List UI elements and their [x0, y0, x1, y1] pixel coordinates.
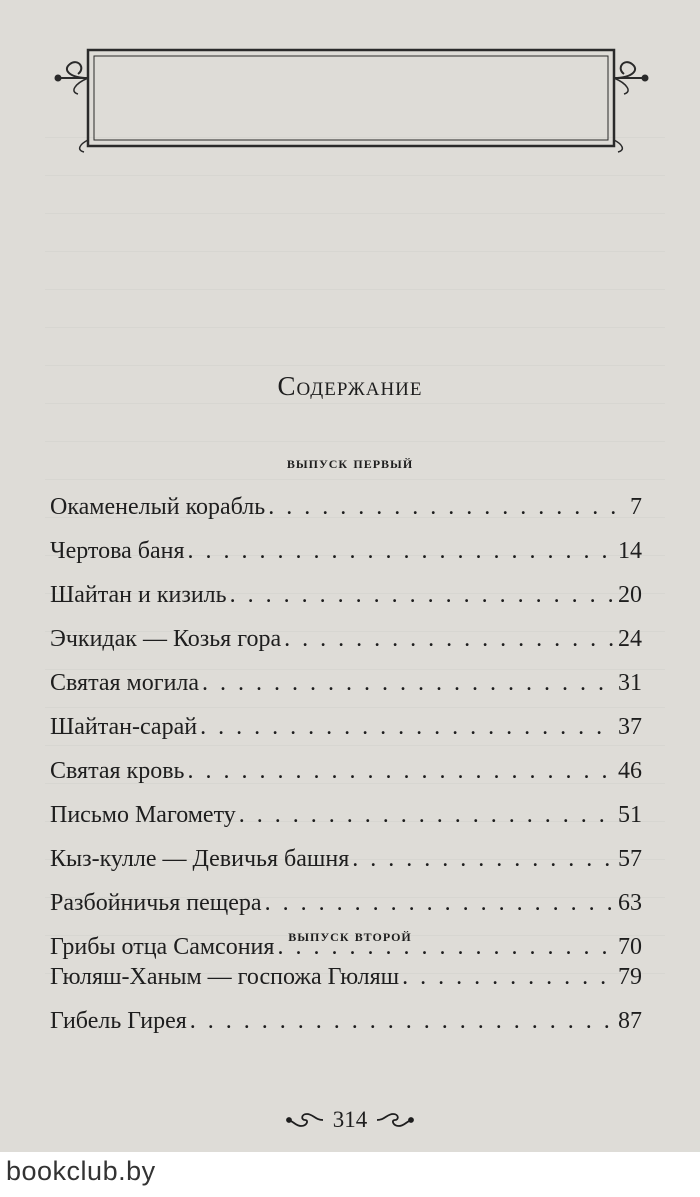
toc-entry-title: Гибель Гирея	[50, 1008, 187, 1034]
toc-entry	[50, 580, 642, 624]
section-heading-first: выпуск первый	[286, 453, 414, 472]
toc-entry	[50, 492, 642, 536]
toc-entry-title: Письмо Магомету	[50, 802, 236, 828]
toc-leader-dots	[188, 536, 615, 566]
toc-leader-dots	[268, 492, 627, 522]
section-heading-second: выпуск второй	[288, 926, 412, 945]
toc-entry	[50, 1006, 642, 1050]
toc-entry	[50, 712, 642, 756]
toc-entry-page: 51	[618, 802, 642, 828]
toc-list-first	[50, 492, 642, 976]
toc-entry-title: Эчкидак — Козья гора	[50, 626, 282, 652]
toc-entry	[50, 756, 642, 800]
toc-entry	[50, 536, 642, 580]
toc-entry-page: 31	[618, 670, 642, 696]
toc-list-second	[50, 962, 642, 1050]
toc-entry-page: 79	[618, 964, 642, 990]
toc-entry	[50, 844, 642, 888]
toc-entry-page: 57	[618, 846, 642, 872]
toc-entry-page: 87	[618, 1008, 642, 1034]
toc-leader-dots	[352, 844, 615, 874]
toc-entry-title: Кыз-кулле — Девичья башня	[50, 846, 350, 872]
toc-entry-title: Шайтан-сарай	[50, 714, 198, 740]
left-ornament-icon	[285, 1110, 325, 1130]
toc-entry-title: Шайтан и кизиль	[50, 582, 227, 608]
toc-entry-page: 70	[618, 934, 642, 960]
toc-leader-dots	[187, 756, 615, 786]
toc-leader-dots	[265, 888, 615, 918]
toc-entry-page: 37	[618, 714, 642, 740]
toc-entry-title: Чертова баня	[50, 538, 185, 564]
toc-leader-dots	[202, 668, 615, 698]
toc-entry-title: Святая кровь	[50, 758, 185, 784]
ornamental-header-frame	[0, 40, 700, 160]
toc-entry-page: 24	[618, 626, 642, 652]
page-number: 314	[332, 1107, 368, 1132]
toc-entry	[50, 624, 642, 668]
toc-entry-page: 7	[630, 494, 642, 520]
page-title: Содержание	[277, 371, 423, 401]
toc-entry-page: 20	[618, 582, 642, 608]
toc-entry-title: Грибы отца Самсония	[50, 934, 275, 960]
toc-entry-title: Окаменелый корабль	[50, 494, 266, 520]
toc-entry-title: Разбойничья пещера	[50, 890, 262, 916]
toc-leader-dots	[402, 962, 615, 992]
toc-leader-dots	[190, 1006, 615, 1036]
watermark-text: bookclub.by	[6, 1156, 156, 1186]
toc-entry-page: 14	[618, 538, 642, 564]
toc-leader-dots	[230, 580, 615, 610]
page-number-folio	[0, 1107, 700, 1133]
toc-entry-title: Святая могила	[50, 670, 200, 696]
toc-entry	[50, 962, 642, 1006]
right-ornament-icon	[375, 1110, 415, 1130]
toc-entry-page: 63	[618, 890, 642, 916]
toc-leader-dots	[200, 712, 615, 742]
toc-entry	[50, 800, 642, 844]
toc-entry-page: 46	[618, 758, 642, 784]
toc-leader-dots	[284, 624, 615, 654]
toc-entry	[50, 668, 642, 712]
toc-leader-dots	[239, 800, 615, 830]
toc-entry-title: Гюляш-Ханым — госпожа Гюляш	[50, 964, 400, 990]
